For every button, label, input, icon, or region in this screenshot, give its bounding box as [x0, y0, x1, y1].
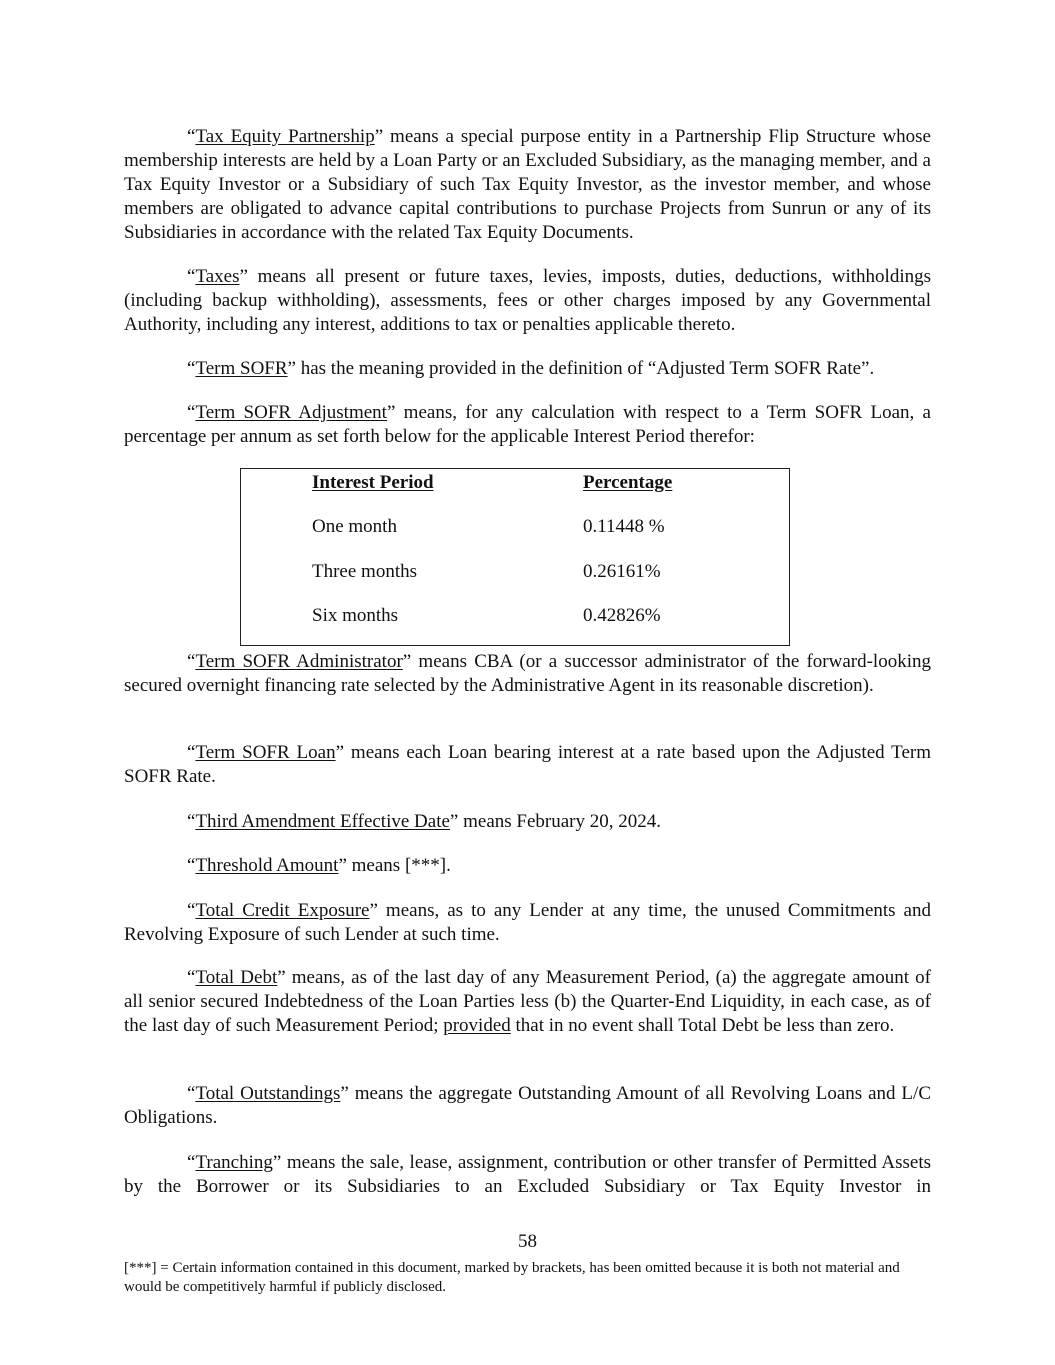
proviso-term: provided [443, 1015, 511, 1036]
definition-total-credit-exposure [124, 899, 931, 947]
open-quote: “ [187, 742, 196, 763]
page-number: 58 [518, 1231, 537, 1252]
definition-tax-equity-partnership [124, 125, 931, 245]
redaction-footnote: [***] = Certain information contained in this document, marked by brackets, has been omitted because it is both not material and would be competitively harmful if publicly disclosed. [124, 1260, 900, 1295]
defined-term: Tax Equity Partnership [195, 126, 375, 147]
table-header-percentage: Percentage [583, 472, 673, 493]
defined-term: Taxes [195, 266, 240, 287]
definition-taxes [124, 265, 931, 337]
defined-term: Term SOFR Administrator [195, 651, 403, 672]
table-cell-period: One month [312, 516, 397, 537]
definition-total-debt [124, 966, 931, 1038]
definition-tranching [124, 1151, 931, 1199]
open-quote: “ [187, 1152, 196, 1173]
definition-text: that in no event shall Total Debt be less than zero. [510, 1015, 895, 1036]
definition-text: ” means February 20, 2024. [449, 811, 661, 832]
definition-text: ” means, as of the last day of any Measurement Period, (a) the aggregate amount of all senior secured Indebtedness of the Loan Parties less (b) the Quarter-End Liquidity, in each case, as of the last day of such Measurement Period; [124, 967, 931, 1036]
open-quote: “ [187, 358, 196, 379]
definition-text: ” means a special purpose entity in a Partnership Flip Structure whose membership interests are held by a Loan Party or an Excluded Subsidiary, as the managing member, and a Tax Equity Investor or a Subsidiary of such Tax Equity Investor, as the investor member, and whose members are obligated to advance capital contributions to purchase Projects from Sunrun or any of its Subsidiaries in accordance with the related Tax Equity Documents. [124, 126, 931, 243]
definition-text: ” means, for any calculation with respect to a Term SOFR Loan, a percentage per annum as set forth below for the applicable Interest Period therefor: [124, 402, 931, 447]
definition-term-sofr-administrator [124, 650, 931, 698]
defined-term: Third Amendment Effective Date [195, 811, 450, 832]
definition-text: ” means the aggregate Outstanding Amount of all Revolving Loans and L/C Obligations. [124, 1083, 931, 1128]
definition-text: ” means each Loan bearing interest at a rate based upon the Adjusted Term SOFR Rate. [124, 742, 931, 787]
table-cell-percentage: 0.26161% [583, 561, 661, 582]
open-quote: “ [187, 811, 196, 832]
table-cell-percentage: 0.42826% [583, 605, 661, 626]
open-quote: “ [187, 402, 196, 423]
open-quote: “ [187, 900, 196, 921]
open-quote: “ [187, 266, 196, 287]
defined-term: Total Debt [195, 967, 278, 988]
definition-third-amendment-effective-date [124, 810, 931, 834]
defined-term: Term SOFR [195, 358, 288, 379]
definition-text: ” has the meaning provided in the definition of “Adjusted Term SOFR Rate”. [287, 358, 875, 379]
open-quote: “ [187, 1083, 196, 1104]
definition-term-sofr-loan [124, 741, 931, 789]
definition-text: ” means CBA (or a successor administrator of the forward-looking secured overnight financing rate selected by the Administrative Agent in its reasonable discretion). [124, 651, 931, 696]
open-quote: “ [187, 967, 196, 988]
defined-term: Threshold Amount [195, 855, 339, 876]
defined-term: Term SOFR Loan [195, 742, 336, 763]
open-quote: “ [187, 126, 196, 147]
table-header-interest-period: Interest Period [312, 472, 434, 493]
definition-term-sofr [124, 357, 931, 381]
defined-term: Total Credit Exposure [195, 900, 370, 921]
definition-text: ” means the sale, lease, assignment, contribution or other transfer of Permitted Assets by the Borrower or its Subsidiaries to an Excluded Subsidiary or Tax Equity Investor in [124, 1152, 931, 1197]
table-cell-period: Six months [312, 605, 399, 626]
definition-text: ” means all present or future taxes, levies, imposts, duties, deductions, withholdings (including backup withholding), assessments, fees or other charges imposed by any Governmental Authority, including any interest, additions to tax or penalties applicable thereto. [124, 266, 931, 335]
sofr-adjustment-table [240, 468, 790, 646]
defined-term: Total Outstandings [195, 1083, 341, 1104]
definition-threshold-amount [124, 854, 931, 878]
table-cell-percentage: 0.11448 % [583, 516, 665, 537]
definition-text: ” means [***]. [338, 855, 451, 876]
open-quote: “ [187, 855, 196, 876]
definition-total-outstandings [124, 1082, 931, 1130]
defined-term: Term SOFR Adjustment [195, 402, 387, 423]
definition-text: ” means, as to any Lender at any time, the unused Commitments and Revolving Exposure of such Lender at such time. [124, 900, 931, 945]
open-quote: “ [187, 651, 196, 672]
defined-term: Tranching [195, 1152, 273, 1173]
definition-term-sofr-adjustment [124, 401, 931, 449]
table-cell-period: Three months [312, 561, 418, 582]
